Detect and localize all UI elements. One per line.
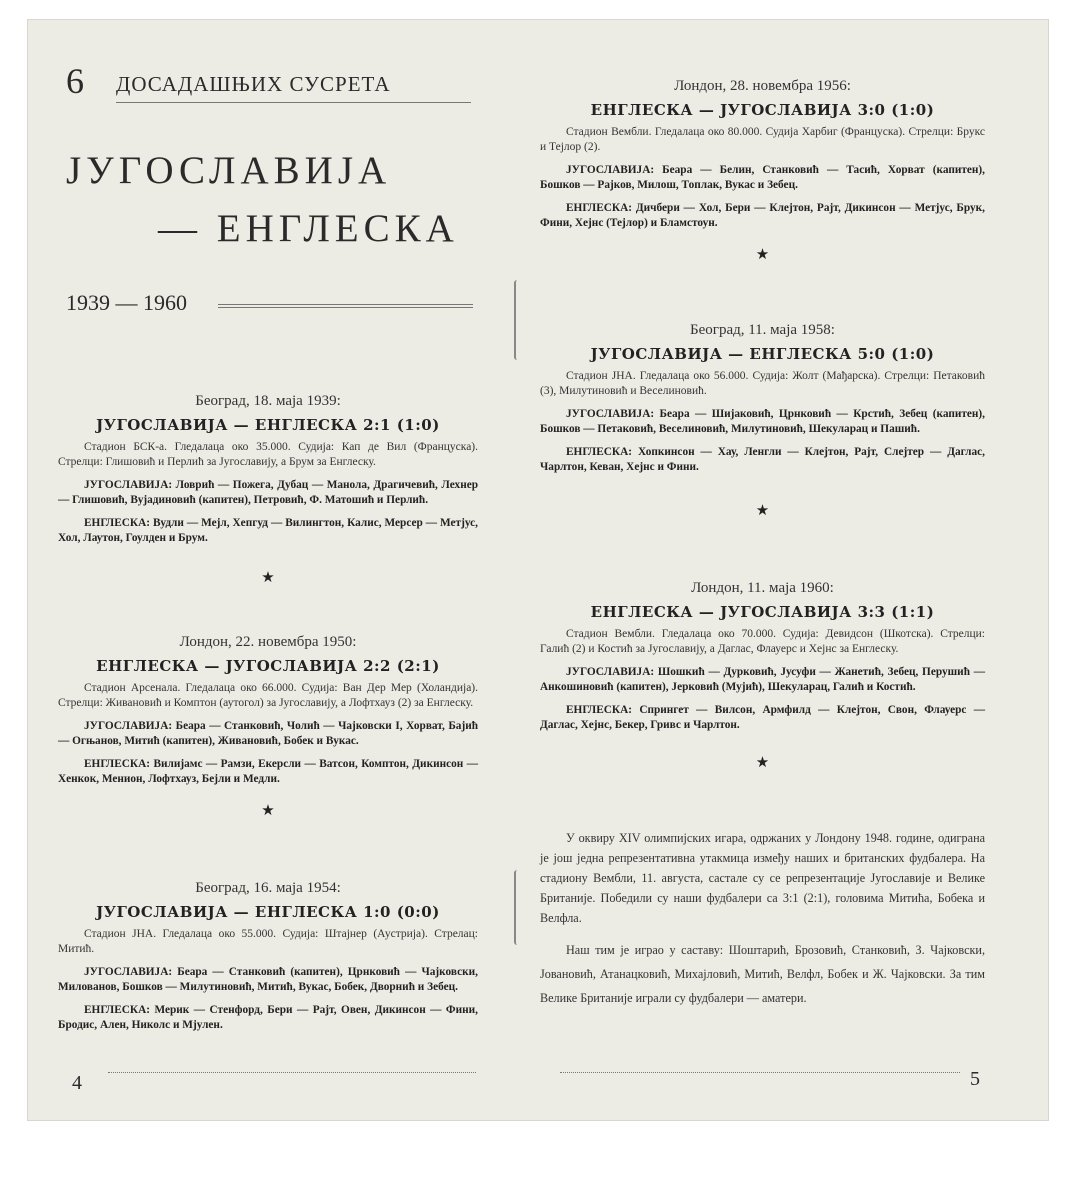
olympic-note	[540, 828, 985, 1010]
match-location: Београд, 16. маја 1954:	[195, 880, 341, 896]
star-divider-icon: ★	[261, 568, 275, 586]
page-title-line1: ЈУГОСЛАВИЈА	[66, 149, 392, 192]
match-info: Стадион ЈНА. Гледалаца око 56.000. Судија: Жолт (Мађарска). Стрелци: Петаковић (3), Милутиновић и Веселиновић.	[540, 370, 985, 397]
match-location: Београд, 18. маја 1939:	[195, 393, 341, 409]
lineup-england: ЕНГЛЕСКА: Спрингет — Вилсон, Армфилд — Клејтон, Свон, Флауерс — Даглас, Хејнс, Бекер, Гривс и Чарлтон.	[540, 704, 985, 731]
match-location: Лондон, 28. новембра 1956:	[674, 78, 851, 94]
match-1939	[58, 393, 478, 586]
match-score: ЕНГЛЕСКА — ЈУГОСЛАВИЈА 3:3 (1:1)	[590, 603, 935, 621]
star-divider-icon: ★	[755, 501, 770, 519]
match-score: ЕНГЛЕСКА — ЈУГОСЛАВИЈА 2:2 (2:1)	[96, 657, 440, 675]
lineup-yugoslavia: ЈУГОСЛАВИЈА: Беара — Белин, Станковић — Тасић, Хорват (капитен), Бошков — Рајков, Милош, Топлак, Вукас и Зебец.	[540, 164, 985, 191]
match-score: ЕНГЛЕСКА — ЈУГОСЛАВИЈА 3:0 (1:0)	[590, 101, 935, 119]
match-1954	[58, 880, 478, 1033]
lineup-yugoslavia: ЈУГОСЛАВИЈА: Беара — Шијаковић, Црнковић — Крстић, Зебец (капитен), Бошков — Петаковић, Веселиновић, Милутиновић, Шекуларац и Пашић.	[540, 408, 985, 435]
lineup-england: ЕНГЛЕСКА: Вудли — Мејл, Хепгуд — Вилингтон, Калис, Мерсер — Метјус, Хол, Лаутон, Гоулден и Брум.	[58, 517, 478, 544]
star-divider-icon: ★	[755, 753, 770, 771]
match-score: ЈУГОСЛАВИЈА — ЕНГЛЕСКА 5:0 (1:0)	[590, 345, 935, 363]
olympic-note-paragraph-2: Наш тим је играо у саставу: Шоштарић, Брозовић, Станковић, З. Чајковски, Јовановић, Атанацковић, Михајловић, Митић, Велфл, Бобек и Ж. Чајковски. За тим Велике Британије играли су фудбалери — аматери.	[540, 943, 985, 1005]
match-1956	[540, 78, 985, 263]
page-title-line2: — ЕНГЛЕСКА	[158, 207, 459, 250]
page-number-left: 4	[72, 1072, 82, 1094]
match-info: Стадион Арсенала. Гледалаца око 66.000. Судија: Ван Дер Мер (Холандија). Стрелци: Живановић и Комптон (аутогол) за Југославију, а Лофтхауз (2) за Енглеску.	[58, 682, 478, 709]
star-divider-icon: ★	[261, 801, 275, 819]
lineup-england: ЕНГЛЕСКА: Хопкинсон — Хау, Ленгли — Клејтон, Рајт, Слејтер — Даглас, Чарлтон, Кеван, Хејнс и Фини.	[540, 446, 985, 473]
years-range: 1939 — 1960	[66, 290, 187, 315]
footer-rule-right	[560, 1072, 960, 1073]
match-1960	[540, 580, 985, 771]
lineup-yugoslavia: ЈУГОСЛАВИЈА: Беара — Станковић, Чолић — Чајковски I, Хорват, Бајић — Огњанов, Митић (капитен), Живановић, Бобек и Вукас.	[58, 720, 478, 747]
staple-bottom	[514, 870, 522, 945]
footer-rule-left	[108, 1072, 476, 1073]
lineup-england: ЕНГЛЕСКА: Вилијамс — Рамзи, Екерсли — Ватсон, Комптон, Дикинсон — Хенкок, Менион, Лофтхауз, Бејли и Медли.	[58, 758, 478, 785]
match-score: ЈУГОСЛАВИЈА — ЕНГЛЕСКА 2:1 (1:0)	[96, 416, 440, 434]
lineup-yugoslavia: ЈУГОСЛАВИЈА: Шошкић — Дурковић, Јусуфи — Жанетић, Зебец, Перушић — Анкошиновић (капитен), Јерковић (Мујић), Шекуларац, Галић и Костић.	[540, 666, 985, 693]
match-info: Стадион ЈНА. Гледалаца око 55.000. Судија: Штајнер (Аустрија). Стрелац: Митић.	[58, 928, 478, 955]
title-rule	[116, 102, 471, 103]
years-rule	[218, 304, 473, 308]
match-location: Лондон, 11. маја 1960:	[691, 580, 834, 596]
lineup-yugoslavia: ЈУГОСЛАВИЈА: Беара — Станковић (капитен), Црнковић — Чајковски, Милованов, Бошков — Милутиновић, Митић, Вукас, Бобек, Дворнић и Зебец.	[58, 966, 478, 993]
match-info: Стадион БСК-а. Гледалаца око 35.000. Судија: Кап де Вил (Француска). Стрелци: Глишовић и Перлић за Југославију, а Брум за Енглеску.	[58, 441, 478, 468]
match-1958	[540, 322, 985, 519]
match-location: Београд, 11. маја 1958:	[690, 322, 835, 338]
section-number: 6	[66, 61, 84, 101]
section-title: ДОСАДАШЊИХ СУСРЕТА	[116, 72, 391, 96]
match-location: Лондон, 22. новембра 1950:	[179, 634, 357, 650]
match-info: Стадион Вембли. Гледалаца око 70.000. Судија: Девидсон (Шкотска). Стрелци: Галић (2) и Костић за Југославију, а Даглас, Флауерс и Хејнс за Енглеску.	[540, 628, 985, 655]
lineup-yugoslavia: ЈУГОСЛАВИЈА: Ловрић — Пожега, Дубац — Манола, Драгичевић, Лехнер — Глишовић, Вујадиновић (капитен), Петровић, Ф. Матошић и Перлић.	[58, 479, 478, 506]
match-score: ЈУГОСЛАВИЈА — ЕНГЛЕСКА 1:0 (0:0)	[96, 903, 440, 921]
staple-top	[514, 280, 522, 360]
match-1950	[58, 634, 478, 819]
star-divider-icon: ★	[755, 245, 770, 263]
lineup-england: ЕНГЛЕСКА: Дичбери — Хол, Бери — Клејтон, Рајт, Дикинсон — Метјус, Брук, Фини, Хејнс (Тејлор) и Бламстоун.	[540, 202, 985, 229]
page-number-right: 5	[970, 1068, 980, 1090]
lineup-england: ЕНГЛЕСКА: Мерик — Стенфорд, Бери — Рајт, Овен, Дикинсон — Фини, Бродис, Ален, Николс и Мјулен.	[58, 1004, 478, 1031]
match-info: Стадион Вембли. Гледалаца око 80.000. Судија Харбиг (Француска). Стрелци: Брукс и Тејлор (2).	[540, 126, 985, 153]
olympic-note-paragraph-1: У оквиру XIV олимпијских игара, одржаних у Лондону 1948. године, одиграна је још једна репрезентативна утакмица између наших и британских фудбалера. На стадиону Вембли, 11. августа, састале су се репрезентације Југославије и Велике Британије. Победили су наши фудбалери са 3:1 (2:1), головима Митића, Бобека и Велфла.	[540, 831, 985, 925]
